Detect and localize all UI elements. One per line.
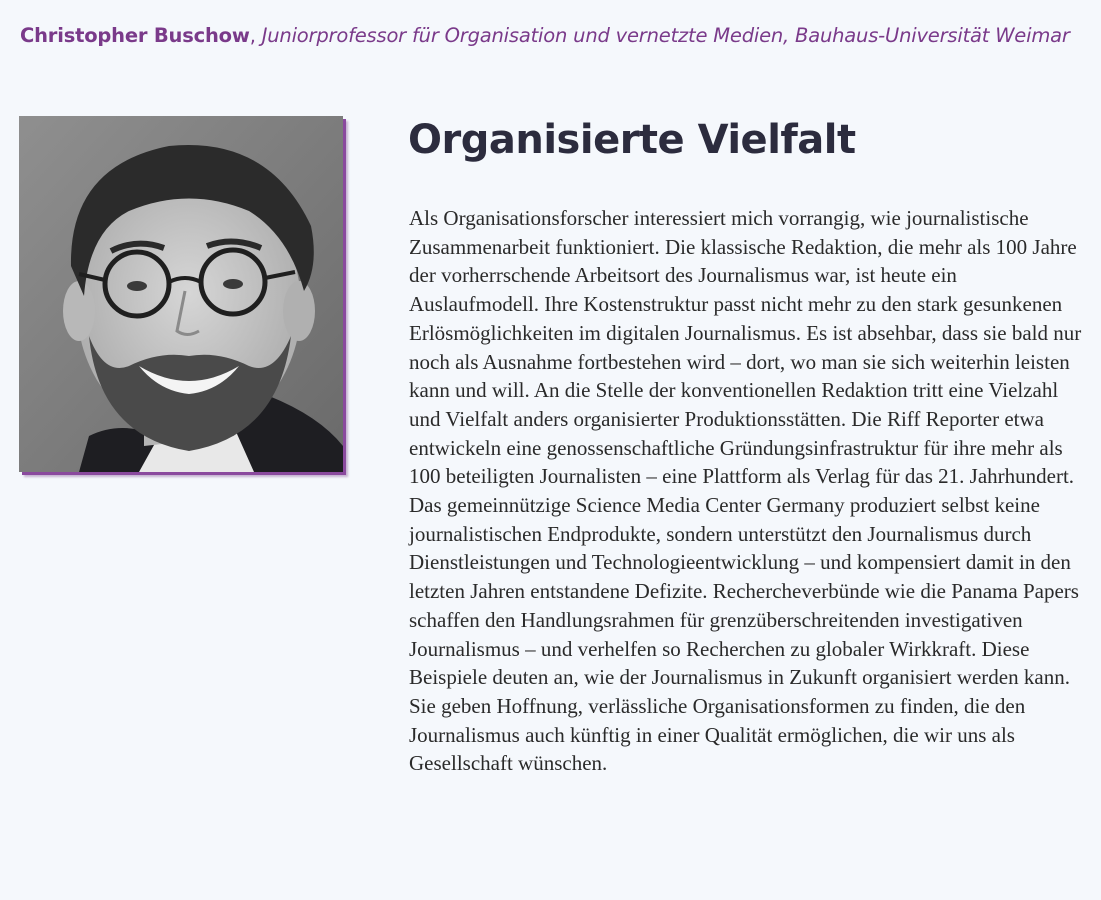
author-role: Juniorprofessor für Organisation und vernetzte Medien, Bauhaus-Universität Weimar [261,24,1070,47]
byline-separator: , [249,24,262,47]
article-title: Organisierte Vielfalt [408,117,856,163]
author-portrait [19,116,343,472]
author-name: Christopher Buschow [20,24,250,47]
portrait-photo-icon [19,116,343,472]
author-byline [20,22,1080,50]
article-body: Als Organisationsforscher interessiert mich vorrangig, wie journalistische Zusammenarbeit funktioniert. Die klassische Redaktion, die mehr als 100 Jahre der vorherrschende Arbeitsort des Journalismus war, ist heute ein Auslaufmodell. Ihre Kostenstruktur passt nicht mehr zu den stark gesunkenen Erlösmöglichkeiten im digitalen Journalismus. Es ist absehbar, dass sie bald nur noch als Ausnahme fortbestehen wird – dort, wo man sie sich weiterhin leisten kann und will. An die Stelle der konventionellen Redaktion tritt eine Vielzahl und Vielfalt anders organisierter Produktionsstätten. Die Riff Reporter etwa entwickeln eine genossenschaftliche Gründungsinfrastruktur für ihre mehr als 100 beteiligten Journalisten – eine Plattform als Verlag für das 21. Jahrhundert. Das gemeinnützige Science Media Center Germany produziert selbst keine journalistischen Endprodukte, sondern unterstützt den Journalismus durch Dienstleistungen und Technologieentwicklung – und kompensiert damit in den letzten Jahren entstandene Defizite. Rechercheverbünde wie die Panama Papers schaffen den Handlungsrahmen für grenzüberschreitenden investigativen Journalismus – und verhelfen so Recherchen zu globaler Wirkkraft. Diese Beispiele deuten an, wie der Journalismus in Zukunft organisiert werden kann. Sie geben Hoffnung, verlässliche Organisationsformen zu finden, die den Journalismus auch künftig in einer Qualität ermöglichen, die wir uns als Gesellschaft wünschen. [409,206,1082,776]
